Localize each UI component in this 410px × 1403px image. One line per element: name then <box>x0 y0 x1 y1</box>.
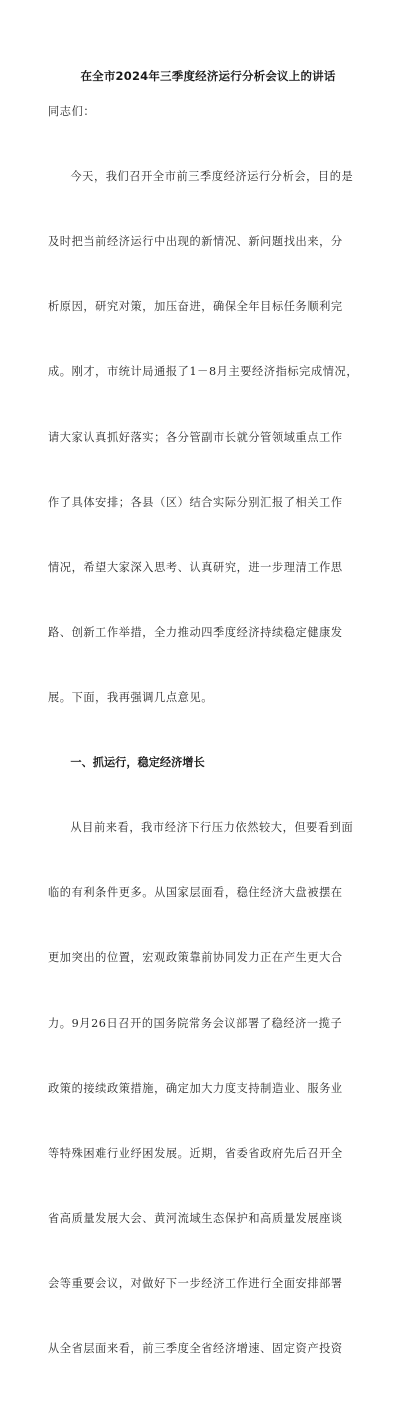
text-line: 更加突出的位置，宏观政策靠前协同发力正在产生更大合 <box>48 951 343 965</box>
text-line: 及时把当前经济运行中出现的新情况、新问题找出来，分 <box>48 235 343 249</box>
text-line: 从全省层面来看，前三季度全省经济增速、固定资产投资 <box>48 1342 343 1356</box>
paragraph-section-1 <box>48 774 368 1403</box>
section-heading: 一、抓运行，稳定经济增长 <box>70 756 205 770</box>
text-line: 会等重要会议，对做好下一步经济工作进行全面安排部署 <box>48 1276 343 1290</box>
text-line: 临的有利条件更多。从国家层面看，稳住经济大盘被摆在 <box>48 886 343 900</box>
text-line: 今天，我们召开全市前三季度经济运行分析会，目的是 <box>70 170 354 184</box>
text-line: 析原因，研究对策，加压奋进，确保全年目标任务顺利完 <box>48 300 343 314</box>
text-line: 等特殊困难行业纾困发展。近期，省委省政府先后召开全 <box>48 1146 343 1160</box>
text-line: 政策的接续政策措施，确定加大力度支持制造业、服务业 <box>48 1081 343 1095</box>
text-line: 从目前来看，我市经济下行压力依然较大，但要看到面 <box>70 821 354 835</box>
text-line: 路、创新工作举措，全力推动四季度经济持续稳定健康发 <box>48 625 343 639</box>
document-title: 在全市2024年三季度经济运行分析会议上的讲话 <box>80 69 336 83</box>
text-line: 作了具体安排；各县（区）结合实际分别汇报了相关工作 <box>48 495 343 509</box>
text-line: 展。下面，我再强调几点意见。 <box>48 690 214 704</box>
salutation: 同志们： <box>48 105 96 118</box>
text-line: 力。9月26日召开的国务院常务会议部署了稳经济一揽子 <box>48 1016 343 1030</box>
text-line: 省高质量发展大会、黄河流域生态保护和高质量发展座谈 <box>48 1211 343 1225</box>
text-line: 请大家认真抓好落实；各分管副市长就分管领域重点工作 <box>48 430 343 444</box>
text-line: 成。刚才，市统计局通报了1－8月主要经济指标完成情况， <box>48 365 359 379</box>
paragraph-intro <box>48 123 368 752</box>
text-line: 情况，希望大家深入思考、认真研究，进一步理清工作思 <box>48 560 343 574</box>
